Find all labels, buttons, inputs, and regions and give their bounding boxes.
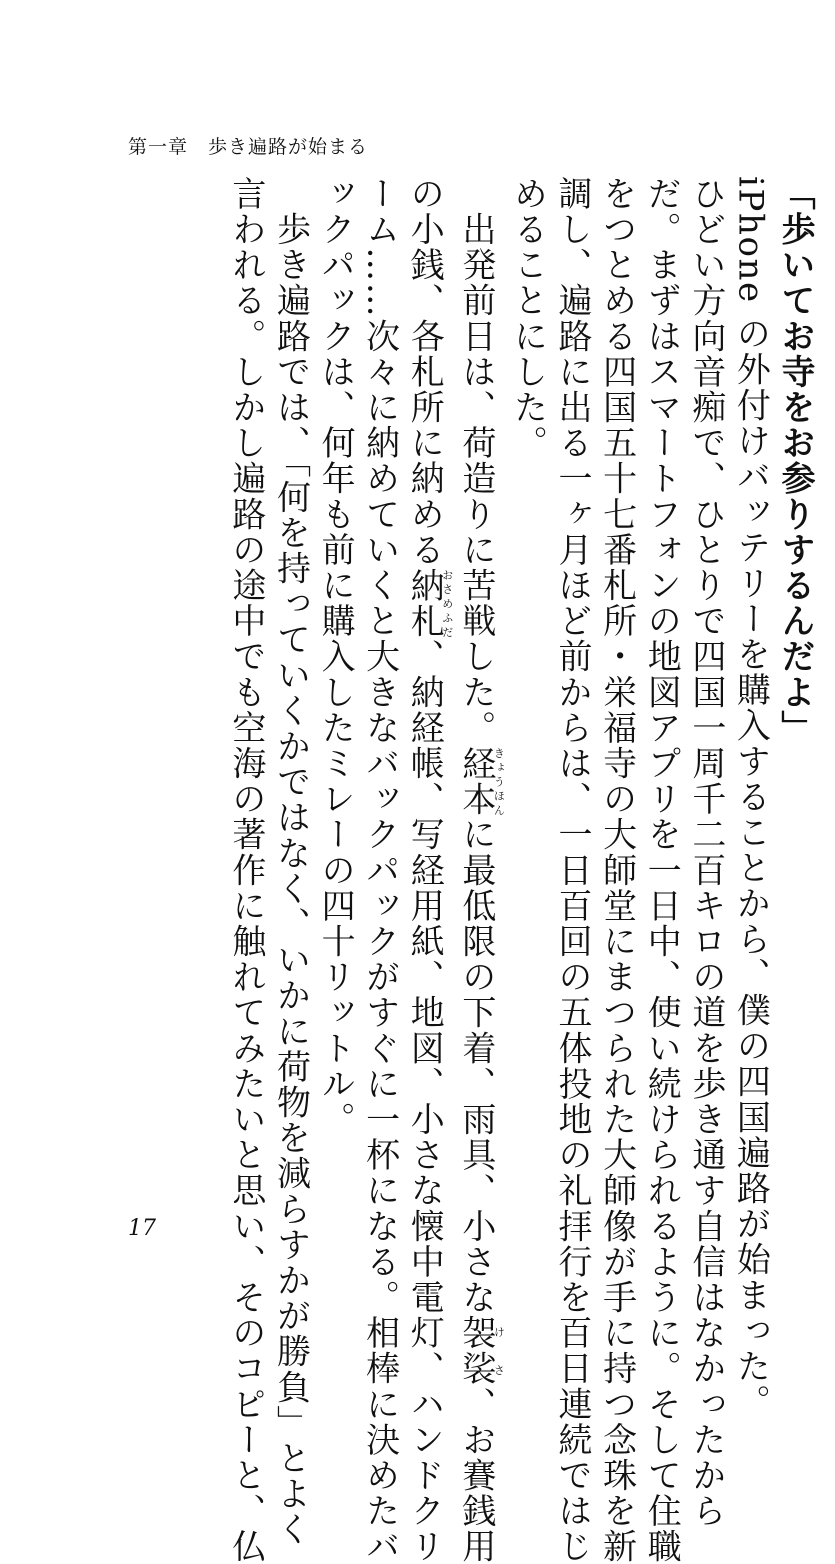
section-heading: 「歩いてお寺をお参りするんだよ」 — [775, 176, 815, 746]
running-head: 第一章 歩き遍路が始まる — [128, 136, 369, 158]
text-run: 調し、遍路に出る一ヶ月ほど前からは、一日百回の五体投地の礼拝行を百日連続ではじ — [552, 176, 593, 1564]
body-text — [223, 176, 817, 1564]
ruby-reading: おさめふだ — [440, 567, 454, 639]
text-run: 、納経帳、写経用紙、地図、小さな懐中電灯、ハンドクリ — [404, 638, 445, 1564]
text-line — [312, 176, 357, 1216]
ruby-word — [404, 567, 454, 639]
page-number: 17 — [128, 1216, 156, 1241]
text-run: ーム……次々に納めていくと大きなバックパックがすぐに一杯になる。相棒に決めたバ — [359, 176, 400, 1564]
ruby-reading: けさ — [492, 1315, 506, 1387]
ruby-base: 経本 — [455, 745, 496, 817]
ruby-base: 納札 — [404, 567, 445, 639]
text-run: の外付けバッテリーを購入することから、僕の四国遍路が始まった。 — [730, 303, 771, 1420]
text-run: ックパックは、何年も前に購入したミレーの四十リットル。 — [315, 176, 356, 1138]
text-line — [402, 176, 454, 1564]
text-line — [453, 176, 506, 1564]
ruby-word — [455, 745, 506, 817]
body-lines — [223, 176, 772, 1564]
text-run: 、お賽銭用 — [455, 1386, 496, 1564]
ruby-word — [455, 1315, 506, 1387]
latin-word: iPhone — [730, 176, 771, 304]
text-line — [549, 176, 594, 1564]
text-run: 歩き遍路では、「何を持っていくかではなく、いかに荷物を減らすかが勝負」とよく — [270, 176, 311, 1548]
text-line — [683, 176, 728, 1529]
text-run: の小銭、各札所に納める — [404, 176, 445, 568]
text-line — [728, 176, 773, 1420]
text-line — [505, 176, 550, 1216]
text-run: 出発前日は、荷造りに苦戦した。 — [455, 176, 496, 746]
text-run: だ。まずはスマートフォンの地図アプリを一日中、使い続けられるように。そして住職 — [641, 176, 682, 1564]
text-line — [268, 176, 313, 1548]
ruby-base: 袈裟 — [455, 1315, 496, 1387]
text-run: 言われる。しかし遍路の途中でも空海の著作に触れてみたいと思い、そのコピーと、仏 — [225, 176, 266, 1564]
text-line — [357, 176, 402, 1564]
text-run: めることにした。 — [507, 176, 548, 461]
text-line — [594, 176, 639, 1564]
text-run: に最低限の下着、雨具、小さな — [455, 816, 496, 1316]
text-line — [639, 176, 684, 1564]
text-line — [223, 176, 268, 1564]
ruby-reading: きょうほん — [492, 745, 506, 817]
text-run: ひどい方向音痴で、ひとりで四国一周千二百キロの道を歩き通す自信はなかったから — [685, 176, 726, 1529]
text-run: をつとめる四国五十七番札所・栄福寺の大師堂にまつられた大師像が手に持つ念珠を新 — [596, 176, 637, 1564]
